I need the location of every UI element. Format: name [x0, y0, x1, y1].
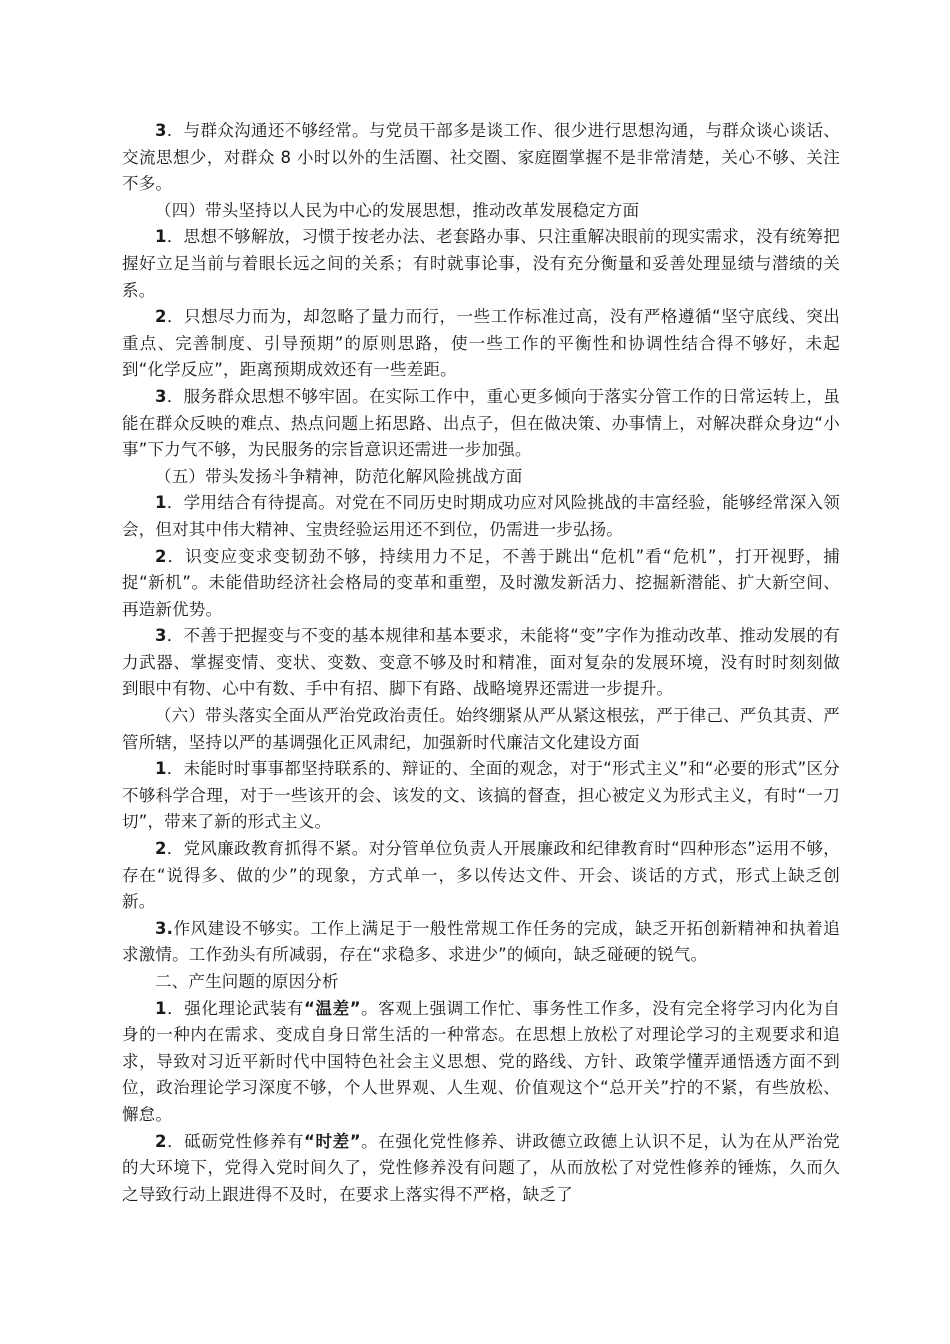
paragraph-text: ．学用结合有待提高。对党在不同历史时期成功应对风险挑战的丰富经验，能够经常深入领会，但对其中伟大精神、宝贵经验运用还不到位，仍需进一步弘扬。	[122, 493, 840, 539]
paragraph-text: 作风建设不够实。工作上满足于一般性常规工作任务的完成，缺乏开拓创新精神和执着追求激情。工作劲头有所减弱，存在“求稳多、求进少”的倾向，缺乏碰硬的锐气。	[122, 918, 840, 965]
paragraph	[122, 118, 840, 198]
paragraph	[122, 623, 840, 703]
section-heading-text: （六）带头落实全面从严治党政治责任。始终绷紧从严从紧这根弦，严于律己、严负其责、严管所辖，坚持以严的基调强化正风肃纪，加强新时代廉洁文化建设方面	[122, 706, 840, 752]
chapter-heading	[122, 969, 840, 996]
item-number: 2	[155, 839, 167, 859]
paragraph	[122, 490, 840, 543]
section-heading	[122, 464, 840, 491]
item-number: 3	[155, 121, 167, 140]
paragraph-text: ．不善于把握变与不变的基本规律和基本要求，未能将“变”字作为推动改革、推动发展的有力武器、掌握变情、变状、变数、变意不够及时和精准，面对复杂的发展环境，没有时时刻刻做到眼中有物、心中有数、手中有招、脚下有路、战略境界还需进一步提升。	[122, 626, 840, 699]
paragraph-text: ．党风廉政教育抓得不紧。对分管单位负责人开展廉政和纪律教育时“四种形态”运用不够，存在“说得多、做的少”的现象，方式单一，多以传达文件、开会、谈话的方式，形式上缺乏创新。	[122, 839, 840, 912]
emphasis-text: “时差”	[304, 1131, 361, 1151]
chapter-heading-text: 二、产生问题的原因分析	[155, 972, 339, 991]
paragraph	[122, 836, 840, 916]
item-number: 3	[155, 626, 167, 646]
paragraph	[122, 304, 840, 384]
item-number: 2	[155, 307, 167, 327]
paragraph	[122, 996, 840, 1129]
paragraph-text: ．未能时时事事都坚持联系的、辩证的、全面的观念，对于“形式主义”和“必要的形式”区分不够科学合理，对于一些该开的会、该发的文、该搞的督查，担心被定义为形式主义，有时“一刀切”，带来了新的形式主义。	[122, 759, 840, 832]
item-number: 1	[155, 759, 167, 779]
item-number: 1	[155, 998, 167, 1018]
paragraph	[122, 384, 840, 464]
emphasis-text: “温差”	[304, 998, 361, 1018]
paragraph	[122, 756, 840, 836]
section-heading	[122, 198, 840, 225]
paragraph-text: ．识变应变求变韧劲不够，持续用力不足，不善于跳出“危机”看“危机”，打开视野，捕捉“新机”。未能借助经济社会格局的变革和重塑，及时激发新活力、挖掘新潜能、扩大新空间、再造新优势。	[122, 546, 840, 619]
paragraph	[122, 544, 840, 624]
item-number: 2	[155, 1131, 167, 1151]
item-number: 2	[155, 546, 167, 566]
section-heading-text: （四）带头坚持以人民为中心的发展思想，推动改革发展稳定方面	[155, 200, 640, 220]
paragraph-text-tail: 。在强化党性修养、讲政德立政德上认识不足，认为在从严治党的大环境下，党得入党时间久了，党性修养没有问题了，从而放松了对党性修养的锤炼，久而久之导致行动上跟进得不及时，在要求上落实得不严格，缺乏了	[122, 1131, 840, 1204]
item-number: 1	[155, 227, 167, 247]
paragraph-text-tail: 。客观上强调工作忙、事务性工作多，没有完全将学习内化为自身的一种内在需求、变成自身日常生活的一种常态。在思想上放松了对理论学习的主观要求和追求，导致对习近平新时代中国特色社会主义思想、党的路线、方针、政策学懂弄通悟透方面不到位，政治理论学习深度不够，个人世界观、人生观、价值观这个“总开关”拧的不紧，有些放松、懈怠。	[122, 998, 840, 1124]
document-page	[122, 118, 840, 1208]
paragraph-text: ．思想不够解放，习惯于按老办法、老套路办事、只注重解决眼前的现实需求，没有统筹把握好立足当前与着眼长远之间的关系；有时就事论事，没有充分衡量和妥善处理显绩与潜绩的关系。	[122, 227, 840, 300]
item-number: 1	[155, 493, 167, 513]
paragraph-text: ．只想尽力而为，却忽略了量力而行，一些工作标准过高，没有严格遵循“坚守底线、突出重点、完善制度、引导预期”的原则思路，使一些工作的平衡性和协调性结合得不够好，未起到“化学反应”，距离预期成效还有一些差距。	[122, 307, 840, 380]
paragraph	[122, 224, 840, 304]
paragraph-text: ．强化理论武装有	[166, 998, 305, 1018]
paragraph-text: ．服务群众思想不够牢固。在实际工作中，重心更多倾向于落实分管工作的日常运转上，虽能在群众反映的难点、热点问题上拓思路、出点子，但在做决策、办事情上，对解决群众身边“小事”下力气不够，为民服务的宗旨意识还需进一步加强。	[122, 386, 840, 460]
paragraph	[122, 916, 840, 969]
section-heading-text: （五）带头发扬斗争精神，防范化解风险挑战方面	[155, 466, 523, 486]
item-number: 3.	[155, 918, 174, 938]
item-number: 3	[155, 386, 167, 406]
paragraph-text: ．砥砺党性修养有	[166, 1131, 305, 1151]
section-heading	[122, 703, 840, 756]
paragraph	[122, 1129, 840, 1209]
paragraph-text: ．与群众沟通还不够经常。与党员干部多是谈工作、很少进行思想沟通，与群众谈心谈话、交流思想少，对群众 8 小时以外的生活圈、社交圈、家庭圈掌握不是非常清楚，关心不够、关注不多。	[122, 121, 840, 194]
